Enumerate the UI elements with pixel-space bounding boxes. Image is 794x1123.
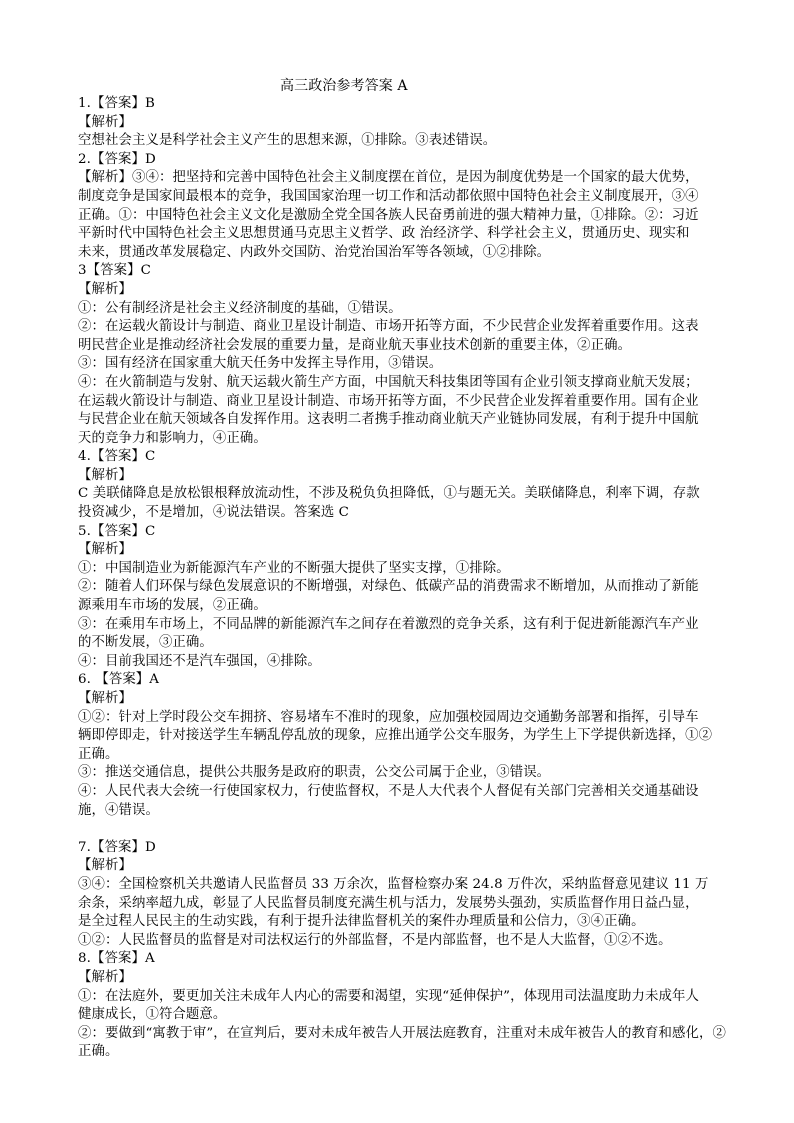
text-line: ④：在火箭制造与发射、航天运载火箭生产方面，中国航天科技集团等国有企业引领支撑商业航天发展；	[78, 374, 699, 390]
text-line: 的不断发展，③正确。	[78, 635, 213, 651]
text-line: 未来，贯通改革发展稳定、内政外交国防、治党治国治军等各领域，①②排除。	[78, 244, 551, 260]
text-line: ①②：人民监督员的监督是对司法权运行的外部监督，不是内部监督，也不是人大监督，①②不选。	[78, 932, 672, 948]
text-line: 【解析】③④：把坚持和完善中国特色社会主义制度摆在首位，是因为制度优势是一个国家的最大优势，	[78, 170, 699, 186]
text-line: 明民营企业是推动经济社会发展的重要力量，是商业航天事业技术创新的重要主体，②正确。	[78, 337, 632, 353]
text-line: 正确。	[78, 746, 119, 762]
text-line: 正确。①：中国特色社会主义文化是激励全党全国各族人民奋勇前进的强大精神力量，①排除。②：习近	[78, 207, 699, 223]
text-line: 空想社会主义是科学社会主义产生的思想来源，①排除。③表述错误。	[78, 133, 497, 149]
text-line: ①②：针对上学时段公交车拥挤、容易堵车不准时的现象，应加强校园周边交通勤务部署和指挥，引导车	[78, 709, 699, 725]
text-line: 2.【答案】D	[78, 151, 156, 167]
text-line: ③：在乘用车市场上，不同品牌的新能源汽车之间存在着激烈的竞争关系，这有利于促进新能源汽车产业	[78, 616, 699, 632]
blank-line	[78, 820, 742, 839]
text-line: ③：国有经济在国家重大航天任务中发挥主导作用，③错误。	[78, 356, 443, 372]
text-line: 制度竞争是国家间最根本的竞争，我国国家治理一切工作和活动都依照中国特色社会主义制度展开，③④	[78, 188, 699, 204]
text-line: 健康成长，①符合题意。	[78, 1007, 227, 1023]
text-line: 辆即停即走，针对接送学生车辆乱停乱放的现象，应推出通学公交车服务，为学生上下学提供新选择，①②	[78, 728, 713, 744]
text-line: 7.【答案】D	[78, 839, 156, 855]
text-line: ②：要做到“寓教于审”，在宣判后，要对未成年被告人开展法庭教育，注重对未成年被告人的教育和感化，②	[78, 1025, 726, 1041]
answer-body	[78, 95, 742, 1062]
text-line: 【解析】	[78, 114, 132, 130]
text-line: 【解析】	[78, 691, 132, 706]
text-line: ①：公有制经济是社会主义经济制度的基础，①错误。	[78, 300, 402, 316]
text-line: ④：目前我国还不是汽车强国，④排除。	[78, 653, 321, 669]
text-line: 8.【答案】A	[78, 951, 155, 967]
text-line: 4.【答案】C	[78, 449, 156, 465]
text-line: ②：随着人们环保与绿色发展意识的不断增强，对绿色、低碳产品的消费需求不断增加，从而推动了新能	[78, 579, 699, 595]
text-line: 【解析】	[78, 467, 132, 483]
text-line: 源乘用车市场的发展，②正确。	[78, 598, 267, 614]
text-line: 在运载火箭设计与制造、商业卫星设计制造、市场开拓等方面，不少民营企业发挥着重要作用。国有企业	[78, 393, 699, 409]
text-line: 3【答案】C	[78, 263, 151, 279]
text-line: 余条，采纳率超九成，彰显了人民监督员制度充满生机与活力，发展势头强劲，实质监督作用日益凸显，	[78, 895, 699, 911]
text-line: ①：在法庭外，要更加关注未成年人内心的需要和渴望，实现“延伸保护”，体现用司法温度助力未成年人	[78, 988, 699, 1004]
text-line: ③：推送交通信息，提供公共服务是政府的职责，公交公司属于企业，③错误。	[78, 765, 551, 781]
text-line: 【解析】	[78, 281, 132, 297]
text-line: C 美联储降息是放松银根释放流动性，不涉及税负负担降低，①与题无关。美联储降息，利率下调，存款	[78, 486, 700, 502]
text-line: 投资减少，不是增加，④说法错误。答案选 C	[78, 505, 350, 521]
document-title: 高三政治参考答案 A	[280, 78, 408, 94]
text-line: 天的竞争力和影响力，④正确。	[78, 430, 267, 446]
text-line: 【解析】	[78, 858, 132, 874]
text-line: ③④：全国检察机关共邀请人民监督员 33 万余次，监督检察办案 24.8 万件次，采纳监督意见建议 11 万	[78, 876, 709, 892]
text-line: 1.【答案】B	[78, 96, 155, 111]
text-line: 施，④错误。	[78, 802, 159, 818]
text-line: 6. 【答案】A	[78, 672, 160, 688]
text-line: ①：中国制造业为新能源汽车产业的不断强大提供了坚实支撑，①排除。	[78, 560, 510, 576]
text-line: 5.【答案】C	[78, 523, 156, 539]
text-line: 与民营企业在航天领域各自发挥作用。这表明二者携手推动商业航天产业链协同发展，有利于提升中国航	[78, 412, 699, 428]
text-line: 是全过程人民民主的生动实践，有利于提升法律监督机关的案件办理质量和公信力，③④正确。	[78, 914, 645, 930]
text-line: 平新时代中国特色社会主义思想贯通马克思主义哲学、政 治经济学、科学社会主义，贯通历史、现实和	[78, 226, 690, 242]
text-line: 【解析】	[78, 969, 132, 985]
text-line: ②：在运载火箭设计与制造、商业卫星设计制造、市场开拓等方面，不少民营企业发挥着重要作用。这表	[78, 319, 699, 335]
text-line: ④：人民代表大会统一行使国家权力，行使监督权，不是人大代表个人督促有关部门完善相关交通基础设	[78, 783, 699, 799]
text-line: 正确。	[78, 1044, 119, 1060]
text-line: 【解析】	[78, 542, 132, 558]
